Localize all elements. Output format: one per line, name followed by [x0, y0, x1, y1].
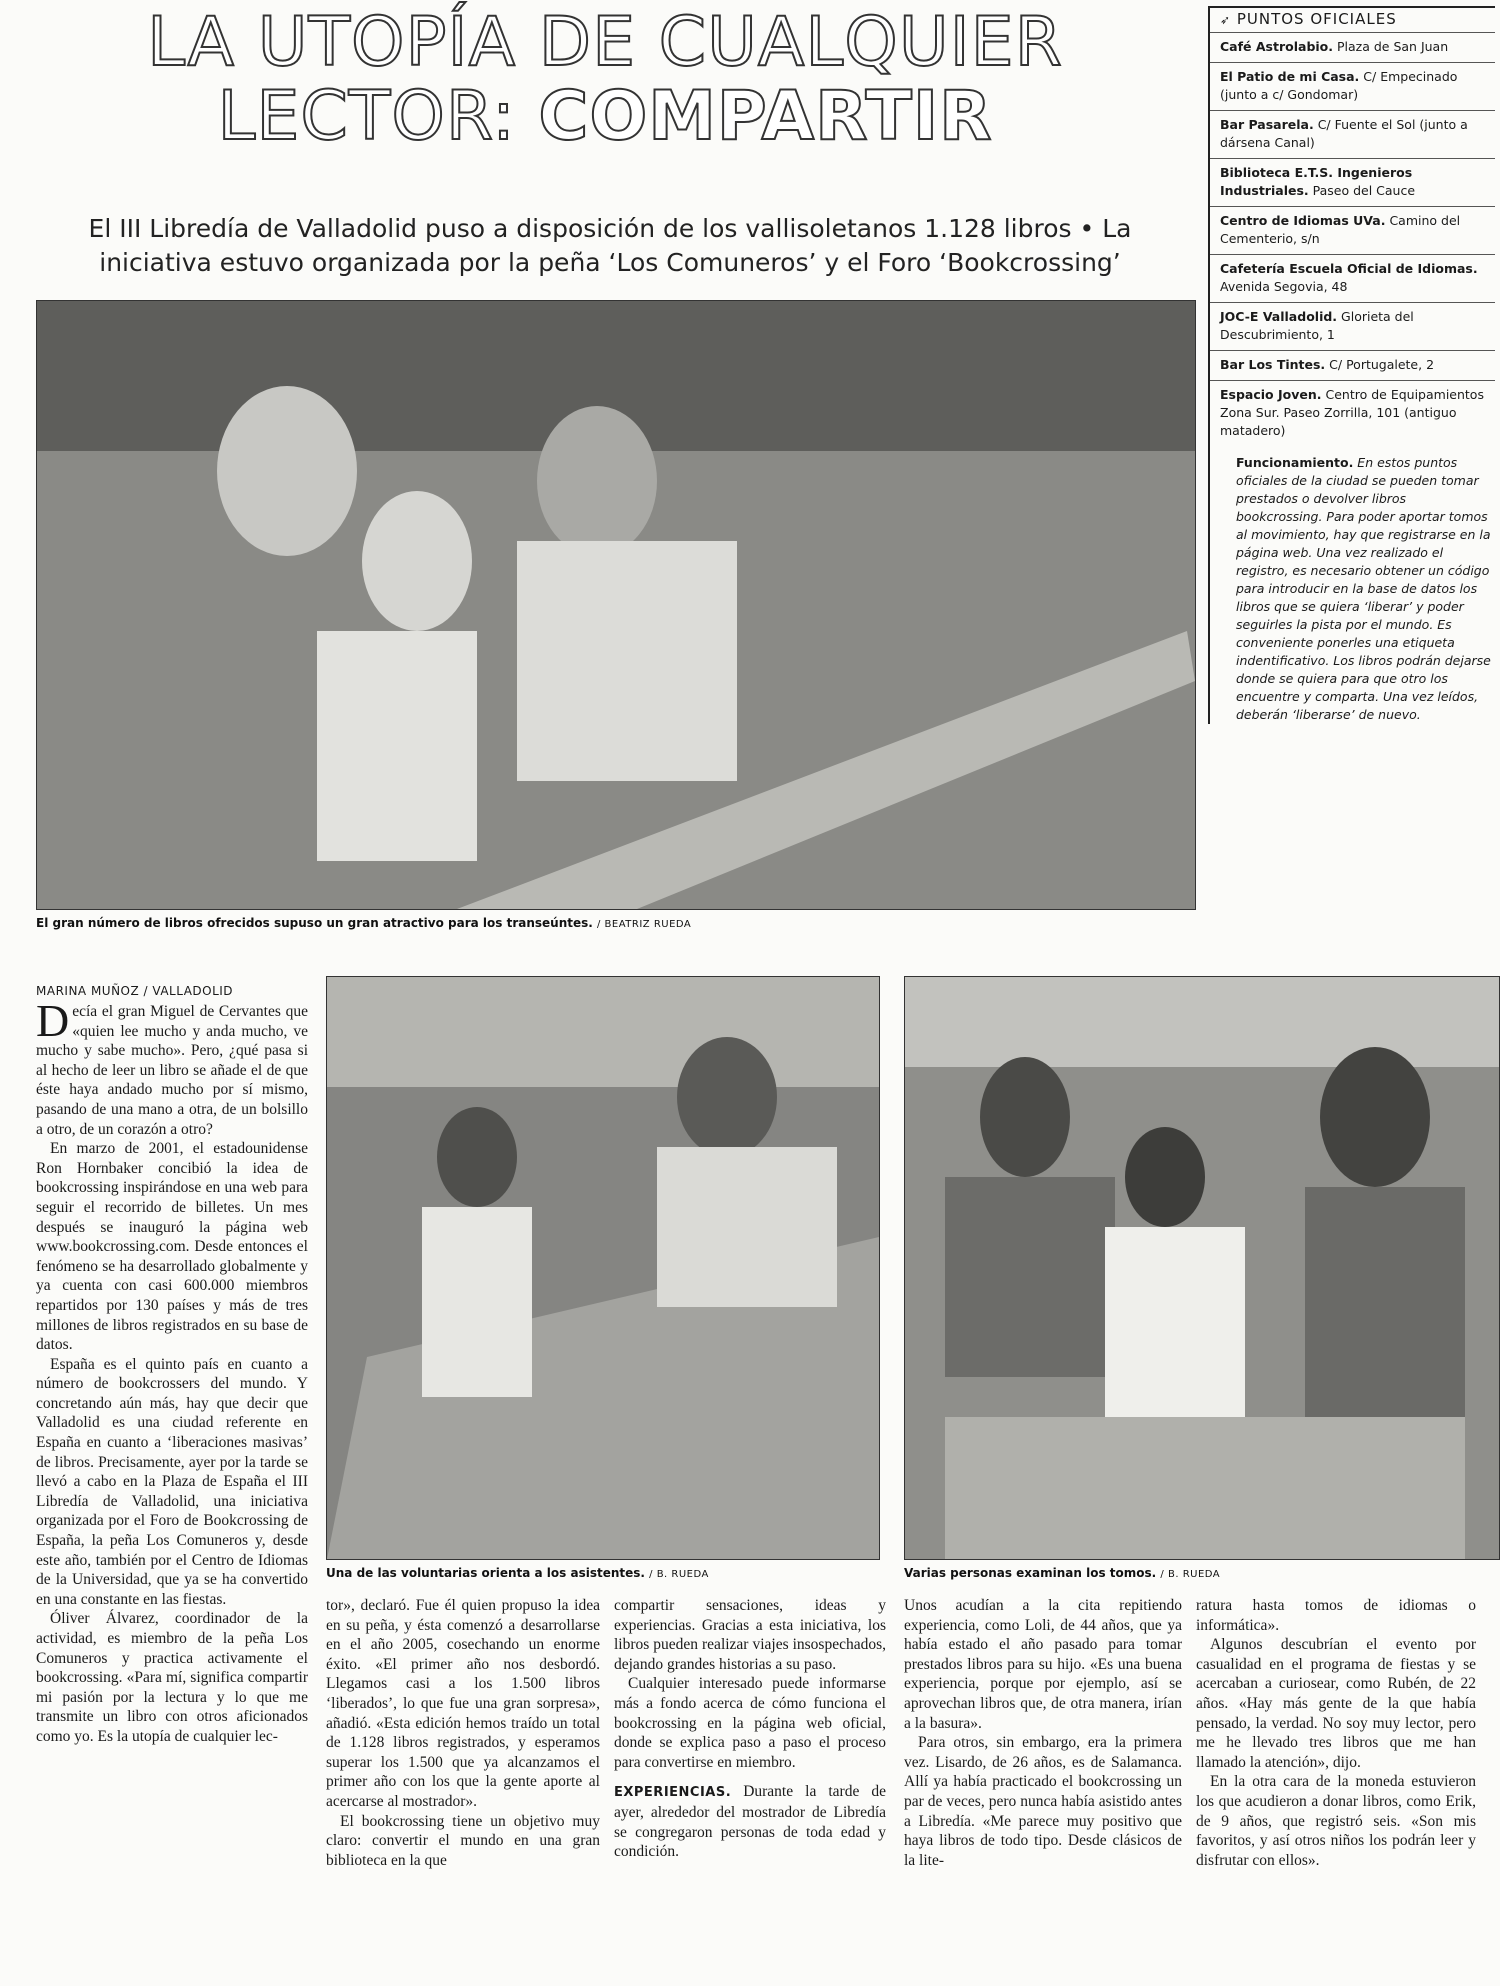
main-photo — [36, 300, 1196, 910]
sidebar-item-name: Café Astrolabio. — [1220, 39, 1334, 54]
sidebar-item — [1210, 32, 1495, 62]
arrow-icon: ➶ — [1220, 13, 1232, 27]
sidebar-item-address: Plaza de San Juan — [1333, 39, 1449, 54]
article-column-5 — [1196, 1596, 1476, 1870]
sidebar-item-name: Biblioteca E.T.S. Ingenieros Industriales. — [1220, 165, 1413, 198]
sidebar-body-text: En estos puntos oficiales de la ciudad se pueden tomar prestados o devolver libros bookcrossing. Para poder aportar tomos al movimiento, hay que registrarse en la página web. Una vez realizado el registro, es necesario obtener un código para introducir en la base de datos los libros que se quiera ‘liberar’ y poder seguirles la pista por el mundo. Es conveniente ponerles una etiqueta indentificativo. Los libros podrán dejarse donde se quiera para que otro los encuentre y comparta. Una vez leídos, deberán ‘liberarse’ de nuevo. — [1236, 455, 1491, 722]
paragraph-text: Durante la tarde de ayer, alrededor del mostrador de Libredía se congregaron personas de toda edad y condición. — [614, 1783, 886, 1861]
sidebar-item-address: Glorieta del Descubrimiento, 1 — [1220, 309, 1414, 342]
paragraph: Algunos descubrían el evento por casualidad en el programa de fiestas y se acercaban a curiosear, como Rubén, de 22 años. «Hay más gente de la que había pensado, la verdad. No soy muy lector, pero me he llevado tres libros que me han llamado la atención», dijo. — [1196, 1636, 1476, 1771]
sidebar-item — [1210, 302, 1495, 350]
paragraph: ratura hasta tomos de idiomas o informática». — [1196, 1597, 1476, 1634]
paragraph: En la otra cara de la moneda estuvieron los que acudieron a donar libros, como Erik, de 9 años, que registró seis. «Son mis favoritos, y así otros niños los podrán leer y disfrutar con ellos». — [1196, 1773, 1476, 1869]
sidebar-item-name: Bar Pasarela. — [1220, 117, 1314, 132]
sidebar-item — [1210, 380, 1495, 446]
headline-line2a: LECTOR: — [217, 77, 539, 156]
paragraph: Óliver Álvarez, coordinador de la actividad, es miembro de la peña Los Comuneros y practica activamente el bookcrossing. «Para mí, significa compartir mi pasión por la lectura y lo que me transmite un libro con otros aficionados como yo. Es la utopía de cualquier lec- — [36, 1610, 308, 1745]
paragraph: España es el quinto país en cuanto a número de bookcrossers del mundo. Y concretando aún más, hay que decir que Valladolid es una ciudad referente en España en cuanto a ‘liberaciones masivas’ de libros. Precisamente, ayer por la tarde se llevó a cabo en la Plaza de España el III Libredía de Valladolid, una iniciativa organizada por el Foro de Bookcrossing de España, la peña Los Comuneros y, desde este año, también por el Centro de Idiomas de la Universidad, que ya se ha convertido en una constante en las fiestas. — [36, 1355, 308, 1608]
deck: El III Libredía de Valladolid puso a disposición de los vallisoletanos 1.128 libros • La iniciativa estuvo organizada por la peña ‘Los Comuneros’ y el Foro ‘Bookcrossing’ — [88, 214, 1132, 277]
right-photo-image — [905, 977, 1499, 1559]
left-photo — [326, 976, 880, 1560]
sidebar-item-name: El Patio de mi Casa. — [1220, 69, 1360, 84]
paragraph: compartir sensaciones, ideas y experiencias. Gracias a esta iniciativa, los libros pueden realizar viajes insospechados, dejando grandes historias a su paso. — [614, 1597, 886, 1673]
paragraph: Unos acudían a la cita repitiendo experiencia, como Loli, de 44 años, que ya había estado el año pasado para tomar prestados libros para su hijo. «Es una buena experiencia, porque por ejemplo, así se aprovechan libros que, de otra manera, irían a la basura». — [904, 1597, 1182, 1732]
sidebar-body-label: Funcionamiento. — [1236, 455, 1354, 470]
main-photo-image — [37, 301, 1195, 909]
article-column-4 — [904, 1596, 1182, 1870]
right-photo — [904, 976, 1500, 1560]
sidebar-item — [1210, 110, 1495, 158]
right-caption-credit: / B. RUEDA — [1160, 1569, 1221, 1580]
headline-line1: LA UTOPÍA DE CUALQUIER — [147, 3, 1063, 82]
sidebar-body — [1210, 446, 1495, 724]
left-photo-caption — [326, 1566, 709, 1580]
paragraph: En marzo de 2001, el estadounidense Ron Hornbaker concibió la idea de bookcrossing inspirándose en una web para seguir el recorrido de billetes. Un mes después se inauguró la página web www.bookcrossing.com. Desde entonces el fenómeno se ha desarrollado globalmente y ya cuenta con casi 600.000 miembros repartidos por 130 países y más de tres millones de libros registrados en su base de datos. — [36, 1140, 308, 1354]
sidebar-item — [1210, 62, 1495, 110]
sidebar-item-name: Espacio Joven. — [1220, 387, 1322, 402]
sidebar-item-address: C/ Fuente el Sol (junto a dársena Canal) — [1220, 117, 1468, 150]
sidebar-title — [1210, 6, 1495, 32]
sidebar-item-name: Bar Los Tintes. — [1220, 357, 1326, 372]
paragraph: Para otros, sin embargo, era la primera vez. Lisardo, de 26 años, es de Salamanca. Allí ya había practicado el bookcrossing un par de veces, pero nunca había asistido antes a Libredía. «Me parece muy positivo que haya libros de todo tipo. Desde clásicos de la lite- — [904, 1734, 1182, 1869]
article-column-1 — [36, 995, 308, 1747]
paragraph: Cualquier interesado puede informarse más a fondo acerca de cómo funciona el bookcrossing en la página web oficial, donde se explica paso a paso el proceso para convertirse en miembro. — [614, 1675, 886, 1771]
sidebar-item-address: C/ Portugalete, 2 — [1325, 357, 1435, 372]
sidebar-item-name: Centro de Idiomas UVa. — [1220, 213, 1386, 228]
sidebar-item-name: JOC-E Valladolid. — [1220, 309, 1338, 324]
sidebar-item — [1210, 350, 1495, 380]
left-caption-text: Una de las voluntarias orienta a los asistentes. — [326, 1566, 650, 1580]
subhead: EXPERIENCIAS. — [614, 1785, 732, 1801]
sidebar-item-address: Camino del Cementerio, s/n — [1220, 213, 1461, 246]
sidebar-item — [1210, 158, 1495, 206]
sidebar-item-address: Avenida Segovia, 48 — [1220, 279, 1348, 294]
paragraph-text: ecía el gran Miguel de Cervantes que «quien lee mucho y anda mucho, ve mucho y sabe mucho». Pero, ¿qué pasa si al hecho de leer un libro se añade el de que éste haya andado mucho por sí mismo, pasando de una mano a otra, de un bolsillo a otro, de un corazón a otro? — [36, 1003, 308, 1138]
left-photo-image — [327, 977, 879, 1559]
sidebar-item-name: Cafetería Escuela Oficial de Idiomas. — [1220, 261, 1478, 276]
byline: MARINA MUÑOZ / VALLADOLID — [36, 984, 234, 998]
sidebar-item — [1210, 206, 1495, 254]
article-column-3 — [614, 1596, 886, 1862]
sidebar-item-address: Centro de Equipamientos Zona Sur. Paseo Zorrilla, 101 (antiguo matadero) — [1220, 387, 1484, 438]
headline-line2b: COMPARTIR — [538, 77, 993, 156]
sidebar-puntos-oficiales — [1208, 6, 1495, 724]
article-column-2 — [326, 1596, 600, 1870]
sidebar-title-text: PUNTOS OFICIALES — [1236, 10, 1397, 28]
right-caption-text: Varias personas examinan los tomos. — [904, 1566, 1161, 1580]
headline — [30, 3, 1180, 156]
paragraph — [614, 1782, 886, 1861]
left-caption-credit: / B. RUEDA — [649, 1569, 709, 1580]
main-photo-caption — [36, 916, 691, 930]
main-caption-credit: / BEATRIZ RUEDA — [597, 919, 692, 930]
right-photo-caption — [904, 1566, 1220, 1580]
paragraph — [36, 995, 308, 1139]
sidebar-item — [1210, 254, 1495, 302]
dropcap: D — [36, 995, 70, 1046]
main-caption-text: El gran número de libros ofrecidos supuso un gran atractivo para los transeúntes. — [36, 916, 597, 930]
paragraph: El bookcrossing tiene un objetivo muy claro: convertir el mundo en una gran biblioteca en la que — [326, 1812, 600, 1869]
paragraph: tor», declaró. Fue él quien propuso la idea en su peña, y ésta comenzó a desarrollarse en el año 2005, cosechando un enorme éxito. «El primer año nos desbordó. Llegamos casi a los 1.500 libros ‘liberados’, lo que fue una gran sorpresa», añadió. «Esta edición hemos traído un total de 1.128 libros registrados, y esperamos superar los 1.500 que ya alcanzamos el primer año con los que la gente aporte al acercarse al mostrador». — [326, 1597, 600, 1810]
sidebar-item-address: Paseo del Cauce — [1308, 183, 1416, 198]
sidebar-item-address: C/ Empecinado (junto a c/ Gondomar) — [1220, 69, 1458, 102]
